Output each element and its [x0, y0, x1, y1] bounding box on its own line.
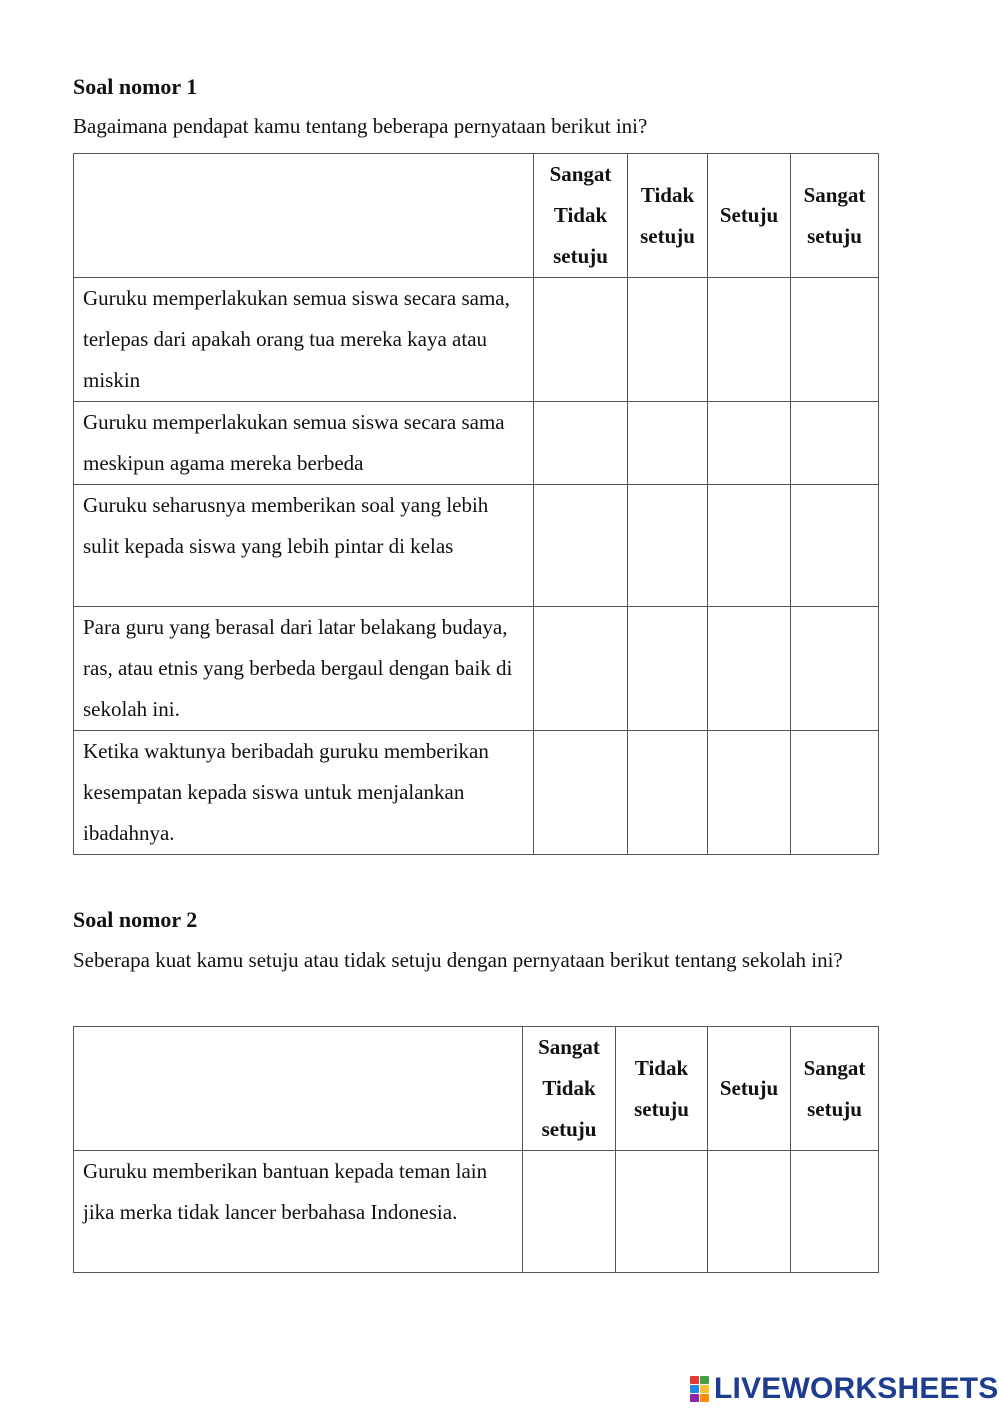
answer-cell-sangat-tidak-setuju[interactable] — [534, 485, 628, 607]
col-header-tidak-setuju: Tidak setuju — [628, 154, 708, 278]
table-row — [74, 731, 879, 855]
answer-cell-sangat-tidak-setuju[interactable] — [534, 278, 628, 402]
answer-cell-sangat-setuju[interactable] — [791, 485, 879, 607]
answer-cell-setuju[interactable] — [708, 731, 791, 855]
statement-text: Ketika waktunya beribadah guruku memberikan kesempatan kepada siswa untuk menjalankan ibadahnya. — [74, 731, 534, 855]
statement-text: Guruku memperlakukan semua siswa secara sama, terlepas dari apakah orang tua mereka kaya atau miskin — [74, 278, 534, 402]
answer-cell-sangat-setuju[interactable] — [791, 731, 879, 855]
table-row — [74, 485, 879, 607]
table-header-row — [74, 1027, 879, 1151]
col-header-setuju: Setuju — [708, 1027, 791, 1151]
table-row — [74, 607, 879, 731]
col-header-setuju: Setuju — [708, 154, 791, 278]
answer-cell-sangat-tidak-setuju[interactable] — [534, 607, 628, 731]
answer-cell-tidak-setuju[interactable] — [628, 607, 708, 731]
answer-cell-tidak-setuju[interactable] — [628, 402, 708, 485]
liveworksheets-logo-mark-icon — [690, 1376, 710, 1402]
answer-cell-sangat-setuju[interactable] — [791, 1151, 879, 1273]
answer-cell-sangat-tidak-setuju[interactable] — [534, 731, 628, 855]
statement-text: Guruku memperlakukan semua siswa secara sama meskipun agama mereka berbeda — [74, 402, 534, 485]
logo-text: LIVEWORKSHEETS — [714, 1372, 999, 1405]
col-header-sangat-tidak-setuju: Sangat Tidak setuju — [534, 154, 628, 278]
liveworksheets-logo — [690, 1374, 999, 1404]
answer-cell-sangat-tidak-setuju[interactable] — [523, 1151, 616, 1273]
table-row — [74, 1151, 879, 1273]
section1-table — [73, 153, 879, 855]
answer-cell-setuju[interactable] — [708, 278, 791, 402]
col-header-sangat-setuju: Sangat setuju — [791, 1027, 879, 1151]
section1-question: Bagaimana pendapat kamu tentang beberapa pernyataan berikut ini? — [73, 114, 648, 138]
answer-cell-tidak-setuju[interactable] — [628, 278, 708, 402]
answer-cell-sangat-setuju[interactable] — [791, 278, 879, 402]
answer-cell-sangat-tidak-setuju[interactable] — [534, 402, 628, 485]
answer-cell-setuju[interactable] — [708, 402, 791, 485]
col-header-sangat-setuju: Sangat setuju — [791, 154, 879, 278]
answer-cell-setuju[interactable] — [708, 607, 791, 731]
table-row — [74, 278, 879, 402]
col-header-tidak-setuju: Tidak setuju — [616, 1027, 708, 1151]
answer-cell-tidak-setuju[interactable] — [628, 485, 708, 607]
answer-cell-tidak-setuju[interactable] — [616, 1151, 708, 1273]
section2-question: Seberapa kuat kamu setuju atau tidak setuju dengan pernyataan berikut tentang sekolah ini? — [73, 948, 843, 972]
answer-cell-tidak-setuju[interactable] — [628, 731, 708, 855]
statement-text: Para guru yang berasal dari latar belakang budaya, ras, atau etnis yang berbeda bergaul dengan baik di sekolah ini. — [74, 607, 534, 731]
section2-heading: Soal nomor 2 — [73, 907, 198, 932]
col-header-sangat-tidak-setuju: Sangat Tidak setuju — [523, 1027, 616, 1151]
table-row — [74, 402, 879, 485]
statement-header-cell — [74, 154, 534, 278]
section1-heading: Soal nomor 1 — [73, 74, 198, 99]
answer-cell-sangat-setuju[interactable] — [791, 402, 879, 485]
answer-cell-setuju[interactable] — [708, 485, 791, 607]
answer-cell-setuju[interactable] — [708, 1151, 791, 1273]
section2-table — [73, 1026, 879, 1273]
statement-text: Guruku seharusnya memberikan soal yang lebih sulit kepada siswa yang lebih pintar di kelas — [74, 485, 534, 607]
answer-cell-sangat-setuju[interactable] — [791, 607, 879, 731]
statement-header-cell — [74, 1027, 523, 1151]
table-header-row — [74, 154, 879, 278]
statement-text: Guruku memberikan bantuan kepada teman lain jika merka tidak lancer berbahasa Indonesia. — [74, 1151, 523, 1273]
